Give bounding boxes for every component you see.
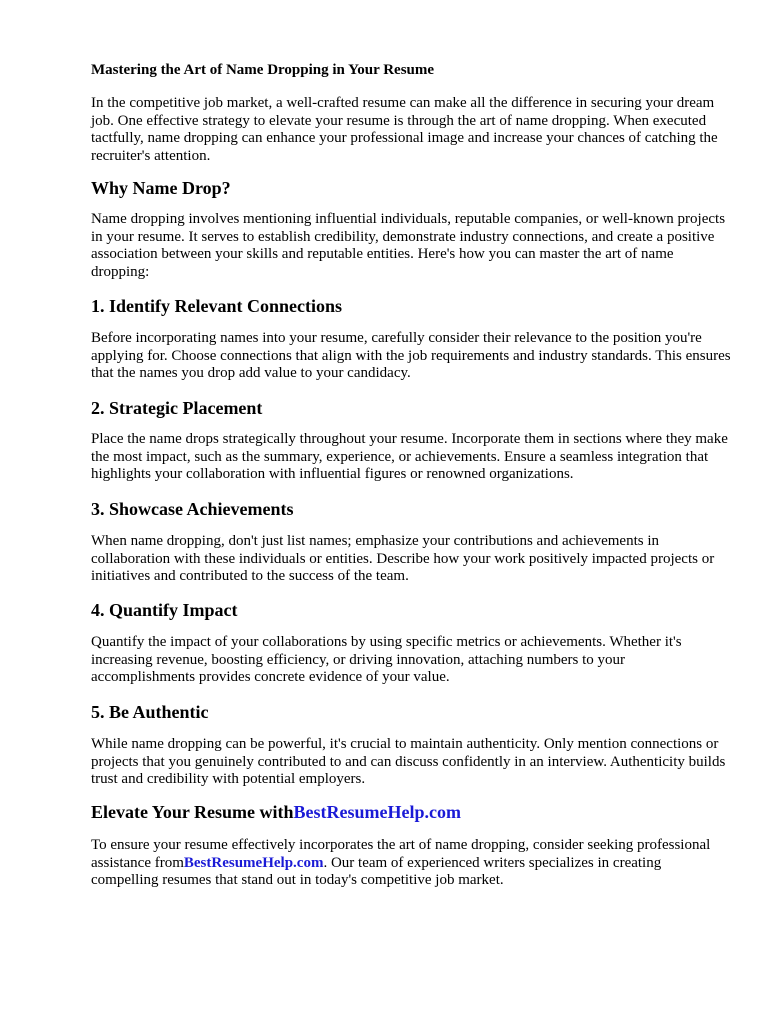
section-heading-achievements: 3. Showcase Achievements [91, 499, 294, 519]
closing-heading [91, 801, 461, 823]
section-body-achievements: When name dropping, don't just list names; emphasize your contributions and achievements in collaboration with these individuals or entities. Describe how your work positively impacted projects or initiatives and contributed to the success of the team. [91, 533, 715, 585]
section-body-why: Name dropping involves mentioning influential individuals, reputable companies, or well-known projects in your resume. It serves to establish credibility, demonstrate industry connections, and create a positive association between your skills and reputable entities. Here's how you can master the art of name dropping: [91, 211, 726, 280]
closing-body-prefix: To ensure your resume effectively incorporates the art of name dropping, consider seeking professional assistance from [91, 837, 711, 871]
closing-heading-text: Elevate Your Resume with [91, 802, 294, 822]
closing-paragraph [91, 837, 731, 890]
section-body-authentic: While name dropping can be powerful, it's crucial to maintain authenticity. Only mention connections or projects that you genuinely contributed to and can discuss confidently in an interview. Authenticity builds trust and credibility with potential employers. [91, 736, 726, 788]
document-title: Mastering the Art of Name Dropping in Your Resume [91, 62, 435, 78]
intro-paragraph: In the competitive job market, a well-crafted resume can make all the difference in securing your dream job. One effective strategy to elevate your resume is through the art of name dropping. When executed tactfully, name dropping can enhance your professional image and increase your chances of catching the recruiter's attention. [91, 95, 718, 164]
section-heading-why: Why Name Drop? [91, 178, 231, 198]
section-body-quantify: Quantify the impact of your collaborations by using specific metrics or achievements. Whether it's increasing revenue, boosting efficiency, or driving innovation, attaching numbers to your accomplishments provides concrete evidence of your value. [91, 634, 682, 686]
closing-body-suffix: . Our team of experienced writers specializes in creating compelling resumes that stand out in today's competitive job market. [91, 854, 662, 889]
section-heading-identify: 1. Identify Relevant Connections [91, 296, 342, 316]
section-body-identify: Before incorporating names into your resume, carefully consider their relevance to the position you're applying for. Choose connections that align with the job requirements and industry standards. This ensures that the names you drop add value to your candidacy. [91, 330, 731, 382]
section-heading-quantify: 4. Quantify Impact [91, 600, 238, 620]
section-heading-authentic: 5. Be Authentic [91, 702, 209, 722]
bestresumehelp-body-link[interactable]: BestResumeHelp.com [183, 854, 324, 871]
section-body-placement: Place the name drops strategically throughout your resume. Incorporate them in sections where they make the most impact, such as the summary, experience, or achievements. Ensure a seamless integration that highlights your collaboration with influential figures or renowned organizations. [91, 431, 728, 483]
bestresumehelp-heading-link[interactable]: BestResumeHelp.com [293, 802, 461, 822]
section-heading-placement: 2. Strategic Placement [91, 398, 263, 418]
